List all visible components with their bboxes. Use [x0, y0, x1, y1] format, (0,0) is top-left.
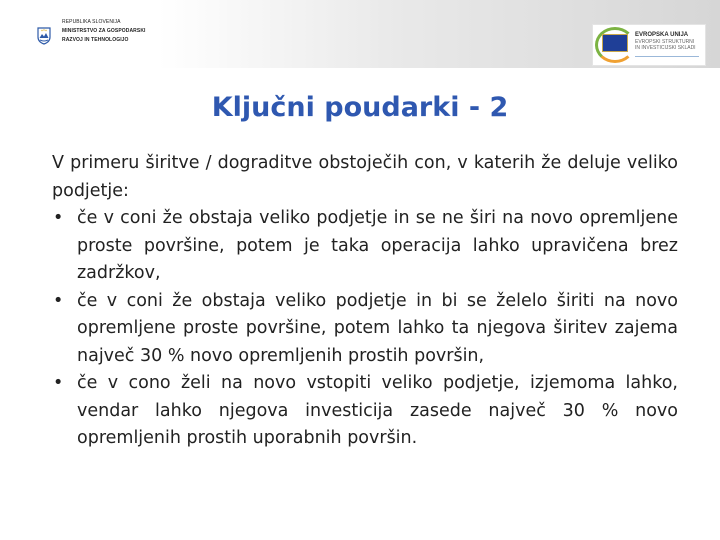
eu-logo-rule: [635, 56, 699, 60]
slovenia-coat-of-arms-logo: [37, 27, 51, 45]
bullet-icon: •: [53, 290, 64, 311]
list-item: [52, 288, 678, 371]
list-item: [52, 370, 678, 453]
eu-flag-icon: [602, 34, 628, 52]
slide-title: Ključni poudarki - 2: [211, 92, 509, 123]
bullet-text: če v coni že obstaja veliko podjetje in se ne širi na novo opremljene proste površine, potem je taka operacija lahko upravičena brez zadržkov,: [77, 208, 678, 283]
eu-logo-line-3: IN INVESTICIJSKI SKLADI: [635, 45, 696, 51]
bullet-list: [52, 205, 678, 453]
bullet-text: če v coni že obstaja veliko podjetje in bi se želelo širiti na novo opremljene proste površine, potem lahko ta njegova širitev zajema največ 30 % novo opremljenih prostih površin,: [77, 290, 678, 366]
ministry-line-1: REPUBLIKA SLOVENIJA: [62, 19, 121, 25]
ministry-line-3: RAZVOJ IN TEHNOLOGIJO: [62, 37, 129, 43]
ministry-name: [62, 18, 172, 45]
bullet-icon: •: [53, 373, 64, 393]
intro-paragraph: V primeru širitve / dograditve obstoječih con, v katerih že deluje veliko podjetje:: [52, 153, 678, 201]
slide-body: [52, 150, 678, 453]
eu-funds-logo: [592, 24, 706, 66]
bullet-icon: •: [53, 208, 64, 228]
list-item: [52, 205, 678, 288]
eu-logo-line-2: EVROPSKI STRUKTURNI: [635, 39, 695, 45]
eu-logo-line-1: EVROPSKA UNIJA: [635, 32, 689, 38]
bullet-text: če v cono želi na novo vstopiti veliko podjetje, izjemoma lahko, vendar lahko njegova investicija zasede največ 30 % novo opremljenih prostih uporabnih površin.: [77, 373, 678, 448]
eu-logo-text: [635, 31, 703, 51]
ministry-line-2: MINISTRSTVO ZA GOSPODARSKI: [62, 28, 146, 34]
